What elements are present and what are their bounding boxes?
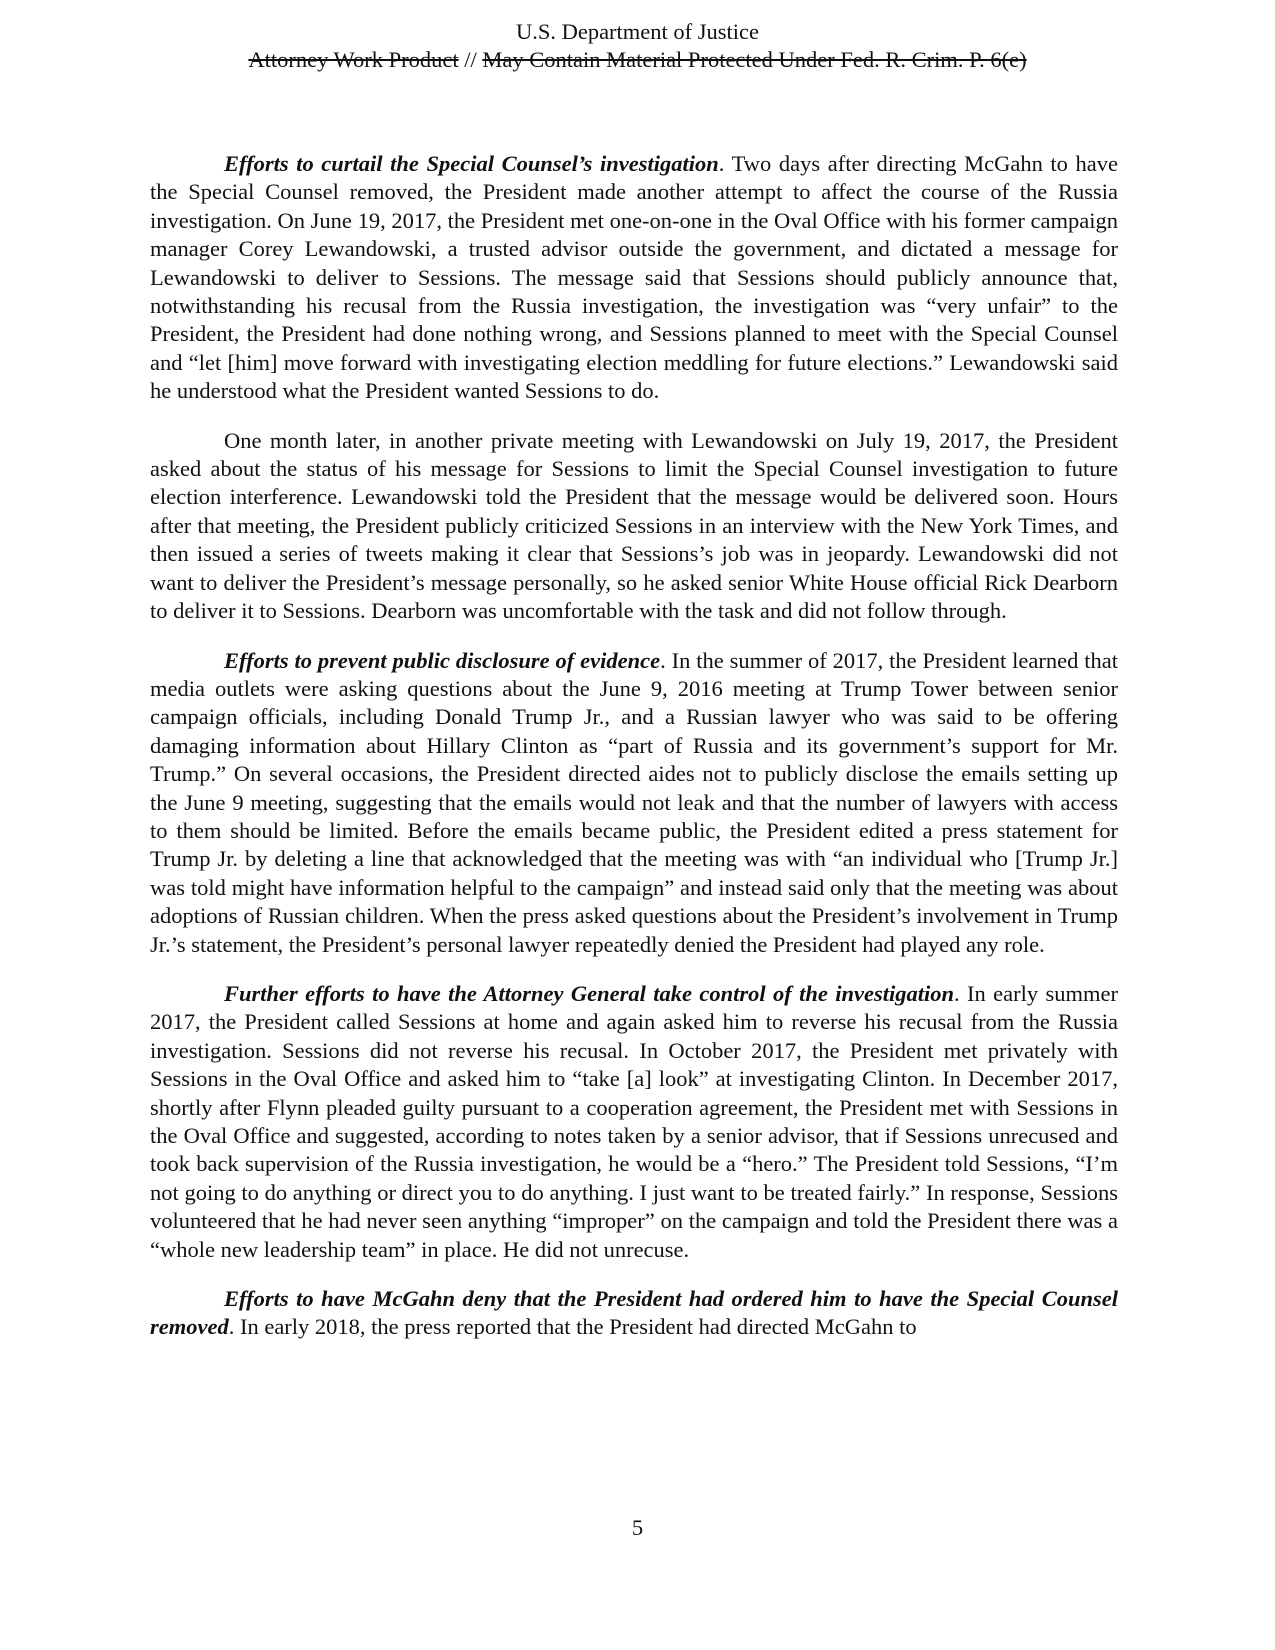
paragraph-text: Two days after directing McGahn to have the Special Counsel removed, the President made another attempt to affect the course of the Russia investigation. On June 19, 2017, the President met one-on-one in the Oval Office with his former campaign manager Corey Lewandowski, a trusted advisor outside the government, and dictated a message for Lewandowski to deliver to Sessions. The message said that Sessions should publicly announce that, notwithstanding his recusal from the Russia investigation, the investigation was “very unfair” to the President, the President had done nothing wrong, and Sessions planned to meet with the Special Counsel and “let [him] move forward with investigating election meddling for future elections.” Lewandowski said he understood what the President wanted Sessions to do. bbox=[150, 151, 1118, 404]
paragraph-heading: Efforts to prevent public disclosure of evidence bbox=[224, 647, 661, 673]
paragraph-text: In early summer 2017, the President called Sessions at home and again asked him to reverse his recusal from the Russia investigation. Sessions did not reverse his recusal. In October 2017, the President met privately with Sessions in the Oval Office and asked him to “take [a] look” at investigating Clinton. In December 2017, shortly after Flynn pleaded guilty pursuant to a cooperation agreement, the President met with Sessions in the Oval Office and suggested, according to notes taken by a senior advisor, that if Sessions unrecused and took back supervision of the Russia investigation, he would be a “hero.” The President told Sessions, “I’m not going to do anything or direct you to do anything. I just want to be treated fairly.” In response, Sessions volunteered that he had never seen anything “improper” on the campaign and told the President there was a “whole new leadership team” in place. He did not unrecuse. bbox=[150, 980, 1118, 1262]
heading-punctuation: . bbox=[660, 647, 666, 673]
paragraph-text: In early 2018, the press reported that the President had directed McGahn to bbox=[234, 1314, 917, 1340]
heading-punctuation: . bbox=[954, 980, 960, 1006]
page-number: 5 bbox=[631, 1515, 644, 1540]
paragraph-heading: Further efforts to have the Attorney General take control of the investigation bbox=[224, 980, 955, 1006]
paragraph-text: One month later, in another private meeting with Lewandowski on July 19, 2017, the President asked about the status of his message for Sessions to limit the Special Counsel investigation to future election interference. Lewandowski told the President that the message would be delivered soon. Hours after that meeting, the President publicly criticized Sessions in an interview with the New York Times, and then issued a series of tweets making it clear that Sessions’s job was in jeopardy. Lewandowski did not want to deliver the President’s message personally, so he asked senior White House official Rick Dearborn to deliver it to Sessions. Dearborn was uncomfortable with the task and did not follow through. bbox=[150, 427, 1118, 624]
paragraph-prevent-disclosure bbox=[150, 647, 1118, 959]
paragraph-mcgahn-deny bbox=[150, 1285, 1118, 1342]
marking-separator: // bbox=[458, 47, 483, 72]
heading-punctuation: . bbox=[228, 1314, 235, 1340]
paragraph-heading: Efforts to have McGahn deny that the President had ordered him to have the Special Counsel removed bbox=[150, 1286, 1118, 1340]
department-name: U.S. Department of Justice bbox=[515, 19, 760, 44]
work-product-marking: Attorney Work Product bbox=[248, 47, 459, 72]
grand-jury-marking: May Contain Material Protected Under Fed. R. Crim. P. 6(e) bbox=[482, 47, 1027, 72]
paragraph-text: In the summer of 2017, the President learned that media outlets were asking questions about the June 9, 2016 meeting at Trump Tower between senior campaign officials, including Donald Trump Jr., and a Russian lawyer who was said to be offering damaging information about Hillary Clinton as “part of Russia and its government’s support for Mr. Trump.” On several occasions, the President directed aides not to publicly disclose the emails setting up the June 9 meeting, suggesting that the emails would not leak and that the number of lawyers with access to them should be limited. Before the emails became public, the President edited a press statement for Trump Jr. by deleting a line that acknowledged that the meeting was with “an individual who [Trump Jr.] was told might have information helpful to the campaign” and instead said only that the meeting was about adoptions of Russian children. When the press asked questions about the President’s involvement in Trump Jr.’s statement, the President’s personal lawyer repeatedly denied the President had played any role. bbox=[150, 647, 1119, 957]
paragraph-curtail-investigation bbox=[150, 150, 1118, 406]
protective-marking bbox=[0, 46, 1275, 74]
paragraph-attorney-general-control bbox=[150, 980, 1118, 1264]
paragraph-july-meeting bbox=[150, 427, 1118, 626]
document-body bbox=[150, 150, 1118, 1363]
heading-punctuation: . bbox=[718, 151, 725, 176]
paragraph-heading: Efforts to curtail the Special Counsel’s investigation bbox=[224, 151, 719, 176]
document-header bbox=[0, 18, 1275, 74]
